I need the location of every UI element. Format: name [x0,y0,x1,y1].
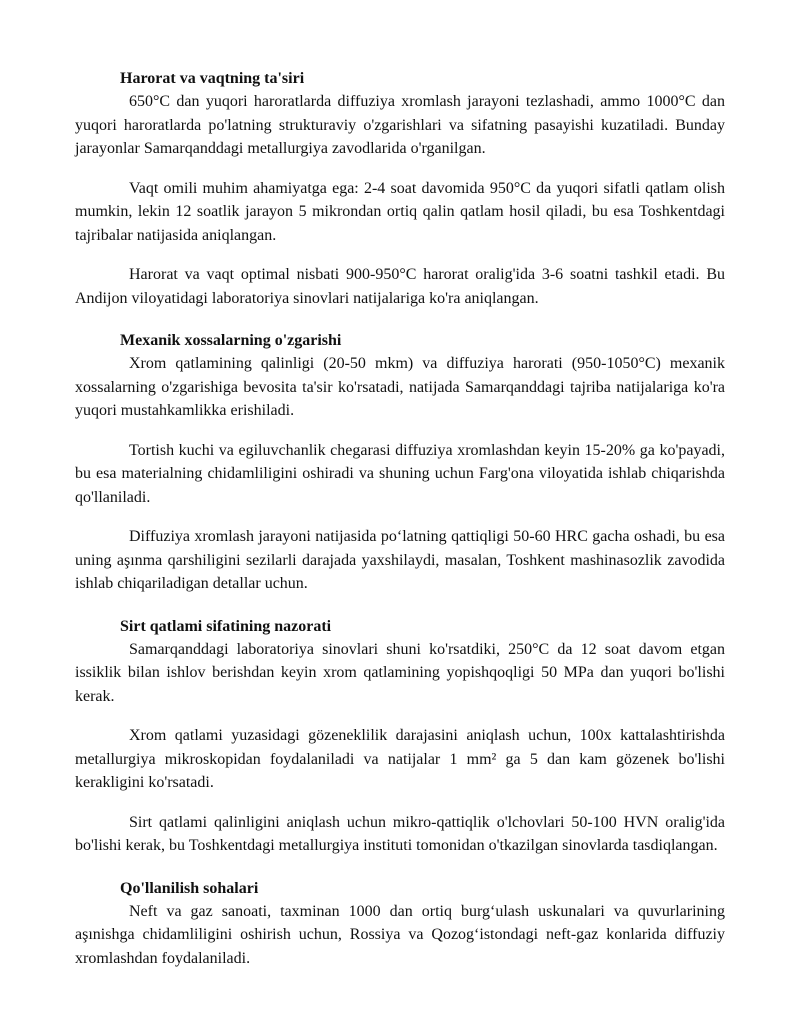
paragraph: Xrom qatlamining qalinligi (20-50 mkm) va diffuziya harorati (950-1050°C) mexanik xossalarning o'zgarishiga bevosita ta'sir ko'rsatadi, natijada Samarqanddagi tajriba natijalariga ko'ra yuqori mustahkamlikka erishiladi. [75,355,725,419]
section-mechanical-properties [75,330,725,596]
section-heading: Harorat va vaqtning ta'siri [120,70,305,87]
paragraph: Samarqanddagi laboratoriya sinovlari shuni ko'rsatdiki, 250°C da 12 soat davom etgan issiklik bilan ishlov berishdan keyin xrom qatlamining yopishqoqligi 50 MPa dan yuqori bo'lishi kerak. [75,640,725,705]
section-surface-quality-control [75,616,725,858]
section-heading: Sirt qatlami sifatining nazorati [120,617,332,635]
section-application-areas [75,878,725,971]
section-temperature-time [75,68,725,310]
section-heading: Qo'llanilish sohalari [120,879,259,897]
document-page [75,68,725,986]
paragraph: Diffuziya xromlash jarayoni natijasida po‘latning qattiqligi 50-60 HRC gacha oshadi, bu esa uning aşınma qarshiligini sezilarli darajada yaxshilaydi, masalan, Toshkent mashinasozlik zavodida ishlab chiqariladigan detallar uchun. [75,528,725,592]
paragraph: Tortish kuchi va egiluvchanlik chegarasi diffuziya xromlashdan keyin 15-20% ga ko'payadi, bu esa materialning chidamliligini oshiradi va shuning uchun Farg'ona viloyatida ishlab chiqarishda qo'llaniladi. [75,441,725,506]
paragraph: 650°C dan yuqori haroratlarda diffuziya xromlash jarayoni tezlashadi, ammo 1000°C dan yuqori haroratlarda po'latning strukturaviy o'zgarishlari va sifatning pasayishi kuzatiladi. Bunday jarayonlar Samarqanddagi metallurgiya zavodlarida o'rganilgan. [75,93,725,157]
paragraph: Vaqt omili muhim ahamiyatga ega: 2-4 soat davomida 950°C da yuqori sifatli qatlam olish mumkin, lekin 12 soatlik jarayon 5 mikrondan ortiq qalin qatlam hosil qiladi, bu esa Toshkentdagi tajribalar natijasida aniqlangan. [75,179,725,244]
paragraph: Harorat va vaqt optimal nisbati 900-950°C harorat oralig'ida 3-6 soatni tashkil etadi. Bu Andijon viloyatidagi laboratoriya sinovlari natijalariga ko'ra aniqlangan. [75,266,725,307]
paragraph: Neft va gaz sanoati, taxminan 1000 dan ortiq burg‘ulash uskunalari va quvurlarining aşınishga chidamliligini oshirish uchun, Rossiya va Qozog‘istondagi neft-gaz konlarida diffuziy xromlashdan foydalaniladi. [75,902,725,967]
paragraph: Sirt qatlami qalinligini aniqlash uchun mikro-qattiqlik o'lchovlari 50-100 HVN oralig'ida bo'lishi kerak, bu Toshkentdagi metallurgiya instituti tomonidan o'tkazilgan sinovlarda tasdiqlangan. [75,813,725,854]
section-heading: Mexanik xossalarning o'zgarishi [120,332,342,349]
paragraph: Xrom qatlami yuzasidagi gözeneklilik darajasini aniqlash uchun, 100x kattalashtirishda metallurgiya mikroskopidan foydalaniladi va natijalar 1 mm² ga 5 dan kam gözenek bo'lishi kerakligini ko'rsatadi. [75,727,725,791]
